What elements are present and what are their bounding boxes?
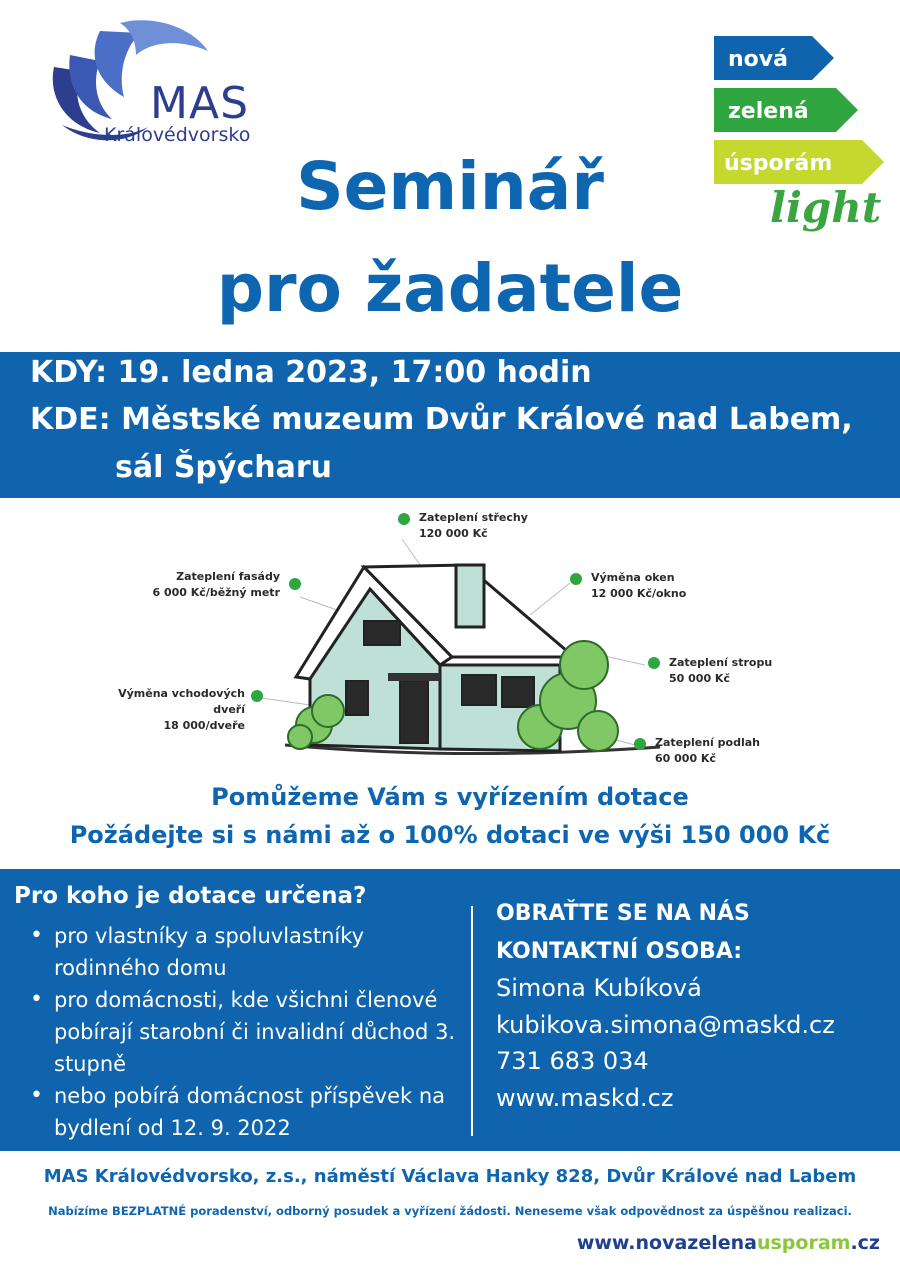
note-ceiling [669,655,772,687]
note-door-title: Výměna vchodových dveří [118,687,245,716]
note-dot-icon [634,738,646,750]
note-dot-icon [398,513,410,525]
slogan-line1: Pomůžeme Vám s vyřízením dotace [211,783,689,811]
note-floor-value: 60 000 Kč [655,752,716,765]
contact-name: Simona Kubíková [496,974,702,1002]
note-windows-title: Výměna oken [591,571,675,584]
note-windows-value: 12 000 Kč/okno [591,587,687,600]
note-facade-title: Zateplení fasády [176,570,280,583]
criteria-heading: Pro koho je dotace určena? [14,883,367,909]
note-door [100,686,245,734]
criteria-item: • pro vlastníky a spoluvlastníky rodinného domu [28,920,468,984]
note-dot-icon [251,690,263,702]
page-title-line1: Seminář [296,148,604,225]
nzu-line4: light [770,183,882,232]
logo-name: MAS [150,78,249,129]
page-title-line2: pro žadatele [216,250,684,327]
note-ceiling-value: 50 000 Kč [669,672,730,685]
column-divider [471,906,473,1136]
note-dot-icon [648,657,660,669]
event-location: KDE: Městské muzeum Dvůr Králové nad Labem, [30,402,853,437]
footer-web-part1: www.novazelena [576,1232,757,1254]
note-facade-value: 6 000 Kč/běžný metr [152,586,280,599]
contact-phone[interactable]: 731 683 034 [496,1047,649,1075]
footer-disclaimer: Nabízíme BEZPLATNÉ poradenství, odborný posudek a vyřízení žádosti. Neneseme však odpovědnost za úspěšnou realizaci. [48,1204,852,1218]
note-ceiling-title: Zateplení stropu [669,656,773,669]
note-door-value: 18 000/dveře [163,719,245,732]
criteria-list [28,920,468,1144]
note-roof [419,510,528,542]
note-floor [655,735,760,767]
slogan-line2: Požádejte si s námi až o 100% dotaci ve výši 150 000 Kč [69,821,831,849]
note-dot-icon [570,573,582,585]
contact-email-link[interactable]: kubikova.simona@maskd.cz [496,1011,835,1039]
contact-heading-2: KONTAKTNÍ OSOBA: [496,939,743,964]
criteria-item: • nebo pobírá domácnost příspěvek na bydlení od 12. 9. 2022 [28,1080,468,1144]
event-location-room: sál Špýcharu [115,450,333,485]
nzu-line1: nová [728,47,788,72]
logo-subtitle: Královédvorsko [104,124,251,146]
nzu-line3: úsporám [724,151,833,176]
footer-website-link[interactable] [577,1232,880,1254]
contact-heading-1: OBRAŤTE SE NA NÁS [496,901,750,926]
note-roof-title: Zateplení střechy [419,511,528,524]
note-facade [140,569,280,601]
criteria-item: • pro domácnosti, kde všichni členové pobírají starobní či invalidní důchod 3. stupně [28,984,468,1080]
footer-web-part3: .cz [850,1232,880,1254]
nzu-line2: zelená [728,99,809,124]
contact-website-link[interactable]: www.maskd.cz [496,1084,674,1112]
note-roof-value: 120 000 Kč [419,527,488,540]
footer-web-part2: usporam [756,1232,851,1254]
note-dot-icon [289,578,301,590]
footer-address: MAS Královédvorsko, z.s., náměstí Václava Hanky 828, Dvůr Králové nad Labem [43,1166,857,1187]
note-floor-title: Zateplení podlah [655,736,760,749]
note-windows [591,570,686,602]
event-date: KDY: 19. ledna 2023, 17:00 hodin [30,355,592,390]
